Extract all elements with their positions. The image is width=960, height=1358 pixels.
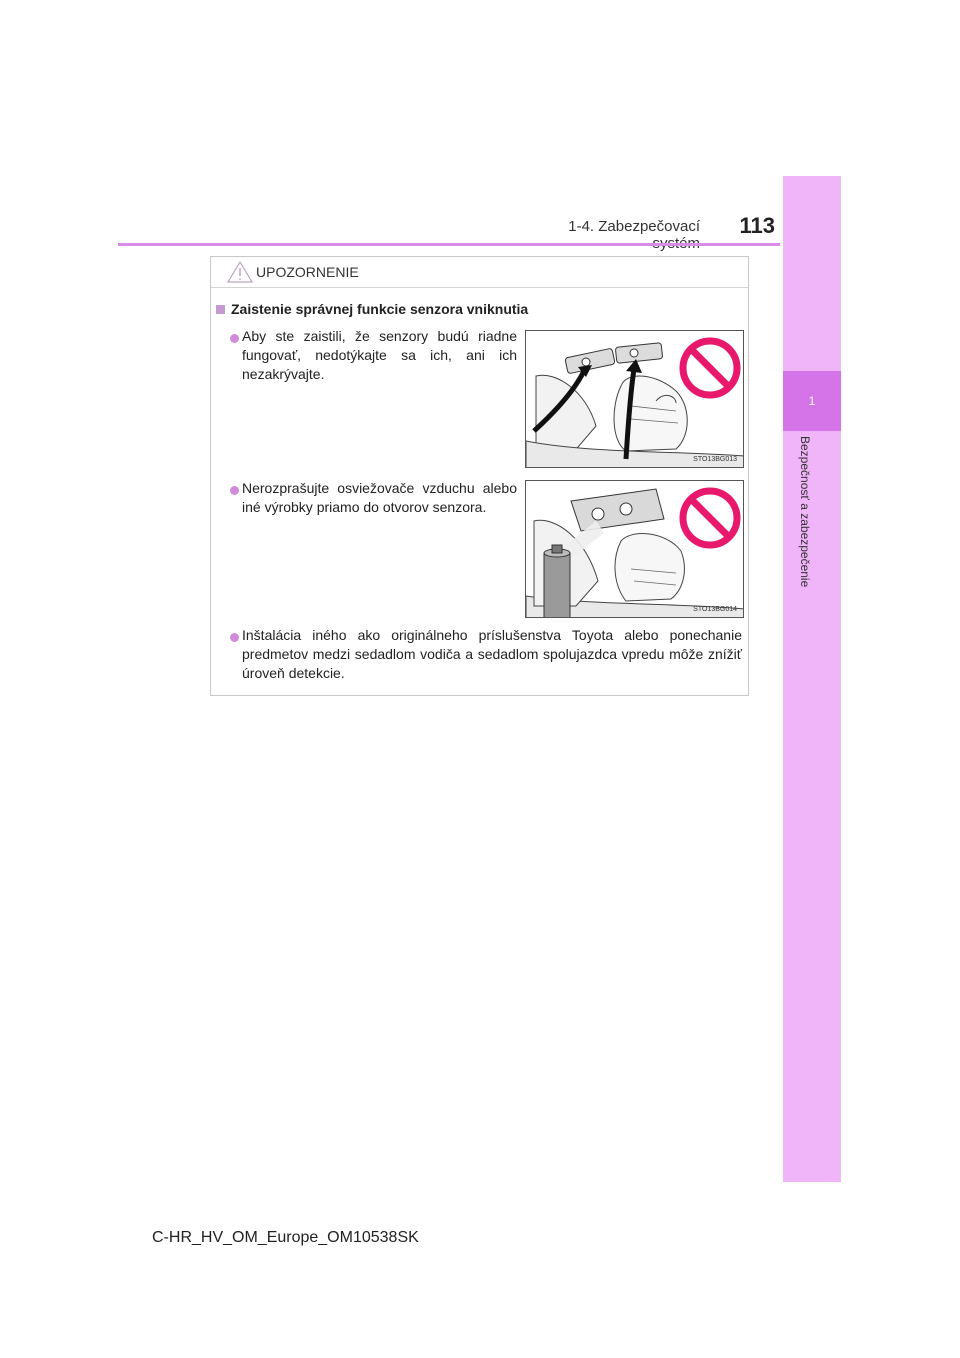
figure-sensor-touch [525,330,744,468]
warning-label: UPOZORNENIE [256,264,359,280]
chapter-label: Bezpečnosť a zabezpečenie [798,436,812,588]
bullet-text-3: Inštalácia iného ako originálneho príslušenstva Toyota alebo ponechanie predmetov medzi sedadlom vodiča a sedadlom spolujazdca vpredu môže znížiť úroveň detekcie. [242,627,742,681]
figure-sensor-spray [525,480,744,618]
warning-section-title [216,301,528,317]
section-title: 1-4. Zabezpečovací [568,218,700,235]
figure-code: STO13BG014 [693,606,737,613]
warning-header [211,257,748,288]
chapter-side-tab [783,176,841,1182]
warning-triangle-icon [227,260,253,284]
bullet-icon [230,633,239,642]
chapter-number: 1 [783,371,841,431]
prohibition-icon [678,486,742,550]
bullet-text-2: Nerozprašujte osviežovače vzduchu alebo iné výrobky priamo do otvorov senzora. [242,480,517,515]
bullet-icon [230,334,239,343]
square-bullet-icon [216,305,225,314]
bullet-icon [230,486,239,495]
bullet-text-1: Aby ste zaistili, že senzory budú riadne fungovať, nedotýkajte sa ich, ani ich nezakrývajte. [242,328,517,382]
prohibition-icon [678,336,742,400]
footer-doc-code: C-HR_HV_OM_Europe_OM10538SK [152,1229,419,1246]
page-number: 113 [739,213,775,238]
warning-box [210,256,749,696]
header-rule [118,243,780,246]
figure-code: STO13BG013 [693,456,737,463]
warning-section-title-text: Zaistenie správnej funkcie senzora vniknutia [231,301,529,317]
